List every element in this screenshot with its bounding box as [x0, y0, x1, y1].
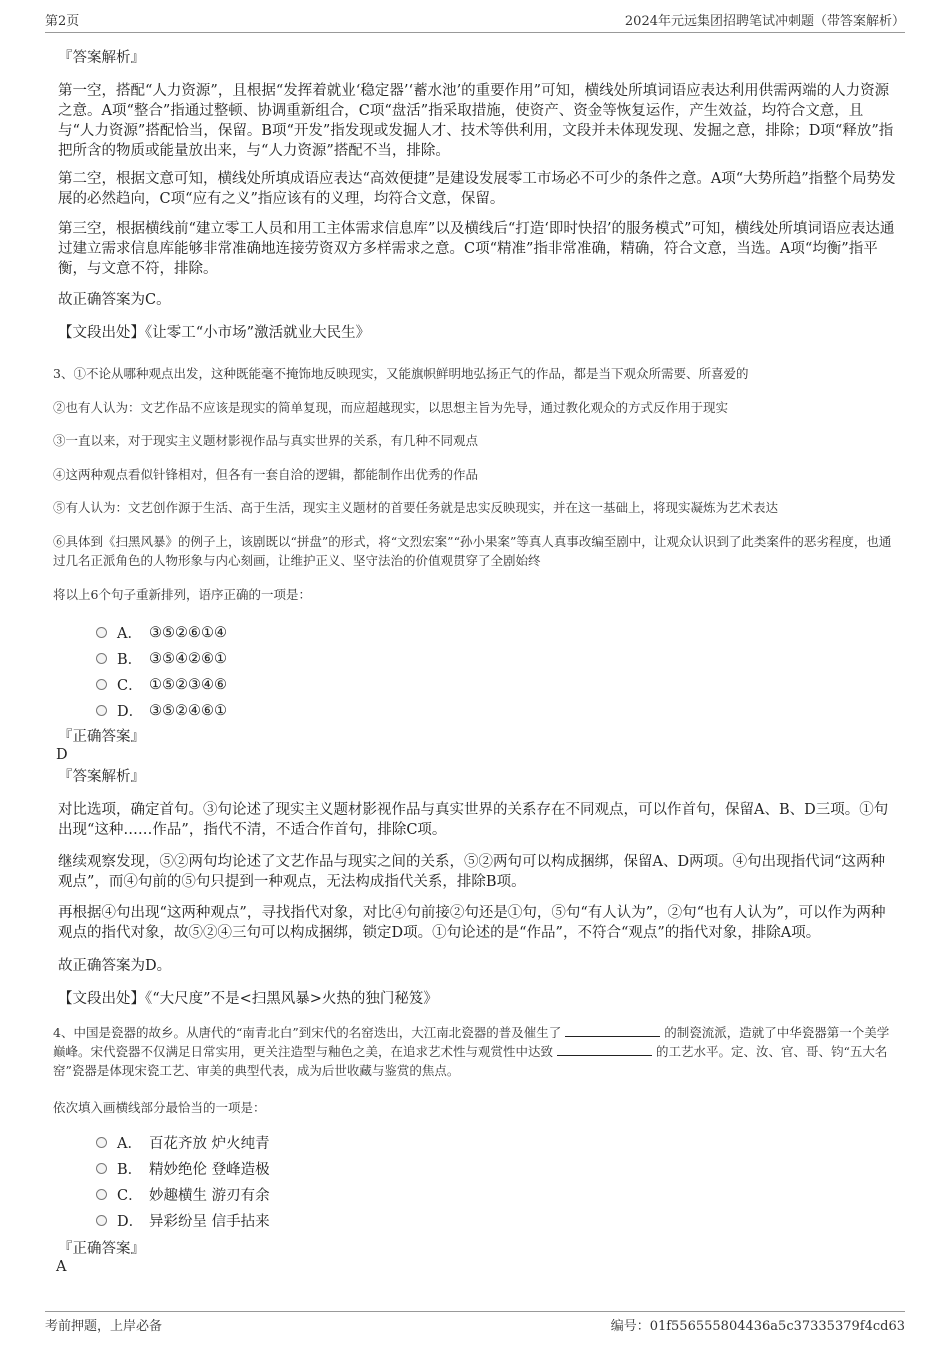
q4-option-b[interactable]: B． 精妙绝伦 登峰造极 — [96, 1158, 270, 1179]
q3-option-a[interactable]: A． ③⑤②⑥①④ — [96, 622, 227, 643]
q4-prompt: 依次填入画横线部分最恰当的一项是： — [53, 1100, 266, 1115]
q3-analysis-p3: 再根据④句出现“这两种观点”，寻找指代对象，对比④句前接②句还是①句，⑤句“有人认为”，②句“也有人认为”，可以作为两种观点的指代对象，故⑤②④三句可以构成捆绑，锁定D项。①句论述的是“作品”，不符合“观点”的指代对象，排除A项。 — [58, 905, 886, 941]
q2-source: 【文段出处】《让零工“小市场”激活就业大民生》 — [58, 325, 371, 341]
page-number: 第2页 — [45, 14, 80, 29]
radio-icon[interactable] — [96, 1163, 107, 1174]
q2-analysis-label: 『答案解析』 — [58, 50, 145, 66]
blank-line — [557, 1043, 652, 1056]
q4-answer: A — [56, 1259, 67, 1275]
q3-sentence-1: 3、①不论从哪种观点出发，这种既能毫不掩饰地反映现实，又能旗帜鲜明地弘扬正气的作品，都是当下观众所需要、所喜爱的 — [53, 366, 749, 381]
q3-prompt: 将以上6个句子重新排列，语序正确的一项是： — [53, 587, 311, 602]
q3-sentence-5: ⑤有人认为：文艺创作源于生活、高于生活，现实主义题材的首要任务就是忠实反映现实，并在这一基础上，将现实凝炼为艺术表达 — [53, 500, 779, 515]
q2-analysis-p4: 故正确答案为C。 — [58, 292, 171, 308]
q4-option-a[interactable]: A． 百花齐放 炉火纯青 — [96, 1132, 270, 1153]
q3-option-b[interactable]: B． ③⑤④②⑥① — [96, 648, 227, 669]
q3-sentence-3: ③一直以来，对于现实主义题材影视作品与真实世界的关系，有几种不同观点 — [53, 433, 479, 448]
q3-analysis-p1: 对比选项，确定首句。③句论述了现实主义题材影视作品与真实世界的关系存在不同观点，可以作首句，保留A、B、D三项。①句出现“这种……作品”，指代不清，不适合作首句，排除C项。 — [58, 802, 889, 838]
radio-icon[interactable] — [96, 1215, 107, 1226]
q2-analysis-p2: 第二空，根据文意可知，横线处所填成语应表达“高效便捷”是建设发展零工市场必不可少的条件之意。A项“大势所趋”指整个局势发展的必然趋向，C项“应有之义”指应该有的义理，均符合文意，保留。 — [58, 171, 896, 207]
q3-sentence-6: ⑥具体到《扫黑风暴》的例子上，该剧既以“拼盘”的形式，将“文烈宏案”“孙小果案”等真人真事改编至剧中，让观众认识到了此类案件的恶劣程度，也通过几名正派角色的人物形象与内心刻画，让维护正义、坚守法治的价值观贯穿了全剧始终 — [53, 534, 892, 568]
radio-icon[interactable] — [96, 627, 107, 638]
blank-line — [565, 1024, 660, 1037]
q3-answer: D — [56, 747, 68, 763]
radio-icon[interactable] — [96, 679, 107, 690]
q3-answer-label: 『正确答案』 — [58, 729, 145, 745]
page-header — [45, 10, 905, 33]
footer-slogan: 考前押题，上岸必备 — [45, 1319, 163, 1334]
radio-icon[interactable] — [96, 653, 107, 664]
page-footer — [45, 1311, 905, 1334]
q3-sentence-4: ④这两种观点看似针锋相对，但各有一套自洽的逻辑，都能制作出优秀的作品 — [53, 467, 479, 482]
q2-analysis-p1: 第一空，搭配“人力资源”，且根据“发挥着就业‘稳定器’‘蓄水池’的重要作用”可知，横线处所填词语应表达利用供需两端的人力资源之意。A项“整合”指通过整顿、协调重新组合，C项“盘活”指采取措施，使资产、资金等恢复运作，产生效益，均符合文意，且与“人力资源”搭配恰当，保留。B项“开发”指发现或发掘人才、技术等供利用，文段并未体现发现、发掘之意，排除；D项“释放”指把所含的物质或能量放出来，与“人力资源”搭配不当，排除。 — [58, 83, 894, 159]
q3-analysis-p2: 继续观察发现，⑤②两句均论述了文艺作品与现实之间的关系，⑤②两句可以构成捆绑，保留A、D两项。④句出现指代词“这两种观点”，而④句前的⑤句只提到一种观点，无法构成指代关系，排除B项。 — [58, 854, 886, 890]
radio-icon[interactable] — [96, 705, 107, 716]
q4-stem: 4、中国是瓷器的故乡。从唐代的“南青北白”到宋代的名窑迭出，大江南北瓷器的普及催生了 的制瓷流派，造就了中华瓷器第一个美学巅峰。宋代瓷器不仅满足日常实用，更关注造型与釉色之美，在追求艺术性与观赏性中达致 的工艺水平。定、汝、官、哥、钧“五大名窑”瓷器是体现宋瓷工艺、审美的典型代表，成为后世收藏与鉴赏的焦点。 — [53, 1025, 890, 1078]
q4-option-c[interactable]: C． 妙趣横生 游刃有余 — [96, 1184, 270, 1205]
radio-icon[interactable] — [96, 1137, 107, 1148]
radio-icon[interactable] — [96, 1189, 107, 1200]
q3-option-d[interactable]: D． ③⑤②④⑥① — [96, 700, 227, 721]
q3-analysis-label: 『答案解析』 — [58, 769, 145, 785]
q4-answer-label: 『正确答案』 — [58, 1241, 145, 1257]
q2-analysis-p3: 第三空，根据横线前“建立零工人员和用工主体需求信息库”以及横线后“打造‘即时快招’的服务模式”可知，横线处所填词语应表达通过建立需求信息库能够非常准确地连接劳资双方多样需求之意。C项“精准”指非常准确，精确，符合文意，当选。A项“均衡”指平衡，与文意不符，排除。 — [58, 221, 895, 277]
document-id: 编号：01f556555804436a5c37335379f4cd63 — [610, 1319, 905, 1334]
q3-sentence-2: ②也有人认为：文艺作品不应该是现实的简单复现，而应超越现实，以思想主旨为先导，通过教化观众的方式反作用于现实 — [53, 400, 729, 415]
q3-source: 【文段出处】《“大尺度”不是<扫黑风暴>火热的独门秘笈》 — [58, 991, 438, 1007]
q3-analysis-p4: 故正确答案为D。 — [58, 958, 172, 974]
document-title: 2024年元远集团招聘笔试冲刺题（带答案解析） — [624, 14, 905, 29]
q4-option-d[interactable]: D． 异彩纷呈 信手拈来 — [96, 1210, 270, 1231]
q3-option-c[interactable]: C． ①⑤②③④⑥ — [96, 674, 227, 695]
